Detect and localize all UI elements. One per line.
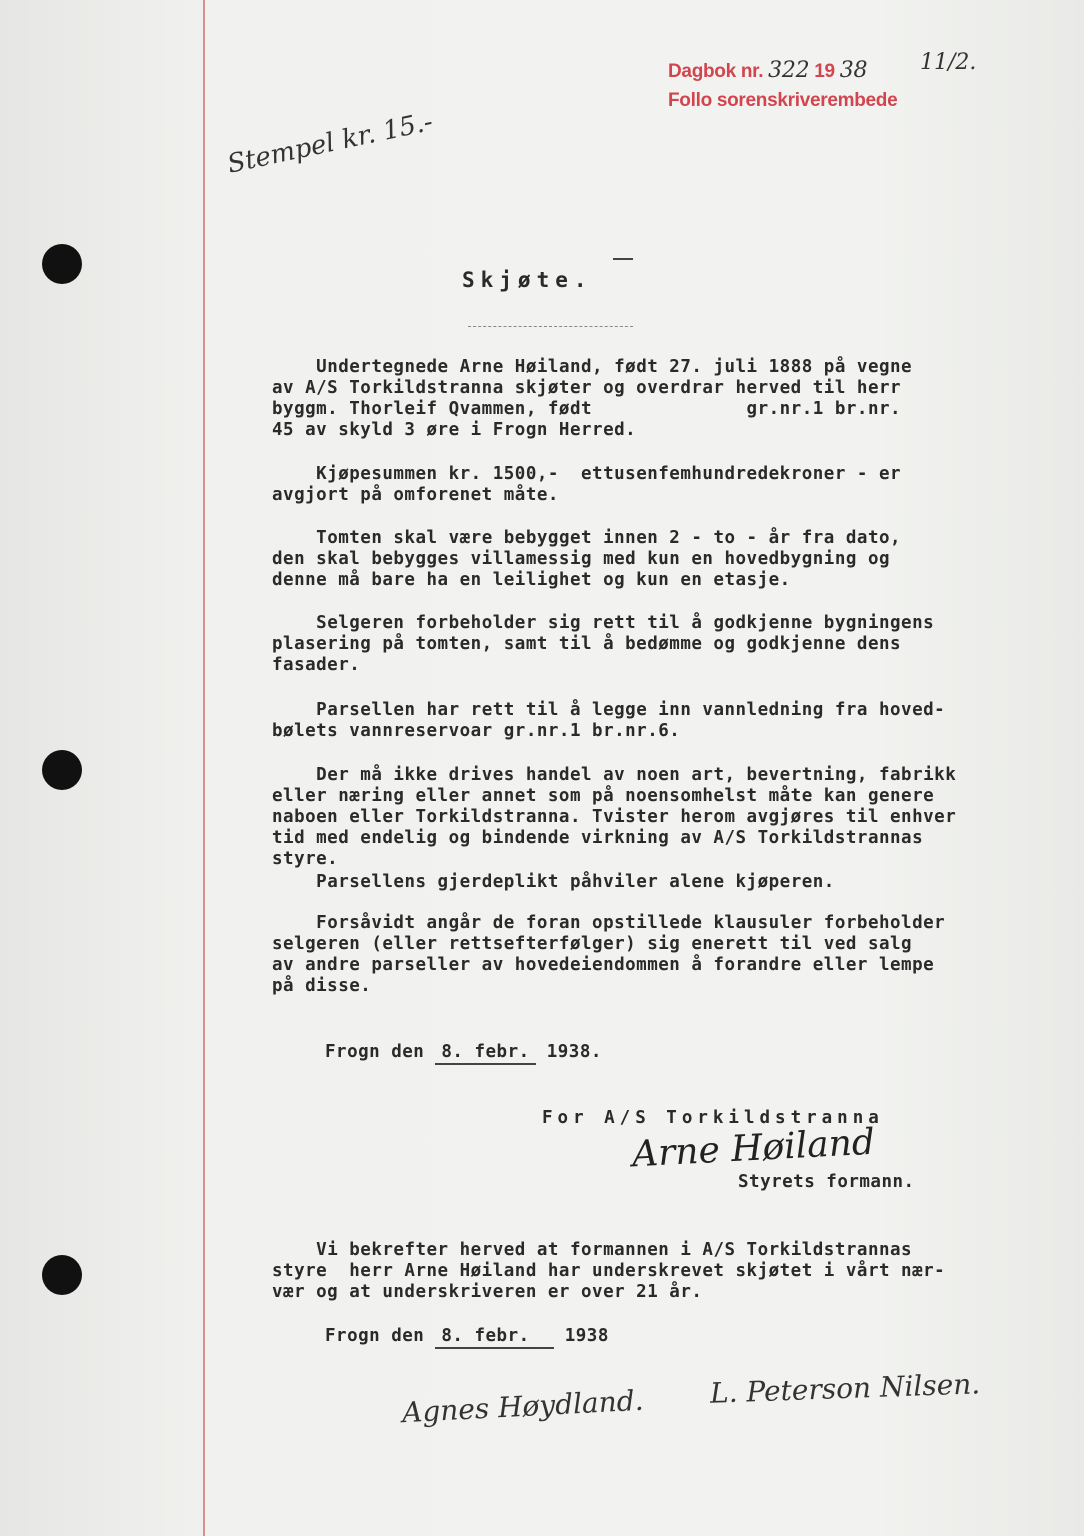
- document-title: Skjøte.: [462, 268, 593, 292]
- paragraph-4: [272, 613, 934, 676]
- date-line-2: [325, 1326, 609, 1349]
- p3-line-2: den skal bebygges villamessig med kun en hovedbygning og: [272, 549, 891, 569]
- p5-line-1: Parsellen har rett til å legge inn vannledning fra hoved-: [316, 700, 946, 720]
- title-underline: [468, 326, 633, 327]
- date-line-1: [325, 1042, 602, 1065]
- p4-line-1: Selgeren forbeholder sig rett til å godkjenne bygningens: [316, 613, 935, 633]
- signer-title: Styrets formann.: [738, 1172, 915, 1192]
- heading-accent: [613, 258, 633, 260]
- date1-date: 8. febr.: [435, 1042, 535, 1065]
- p4-line-3: fasader.: [272, 655, 361, 675]
- p1-line-4: 45 av skyld 3 øre i Frogn Herred.: [272, 420, 637, 440]
- p3-line-1: Tomten skal være bebygget innen 2 - to - år fra dato,: [316, 528, 902, 548]
- witness-signature-1: Agnes Høydland.: [401, 1383, 645, 1430]
- stamp-year-prefix: 19: [814, 61, 835, 82]
- punch-hole-middle: [42, 750, 82, 790]
- stamp-date-note: 11/2.: [920, 50, 977, 75]
- date2-date: 8. febr.: [435, 1326, 553, 1349]
- p5-line-2: bølets vannreservoar gr.nr.1 br.nr.6.: [272, 721, 681, 741]
- punch-hole-bottom: [42, 1255, 82, 1295]
- p6-line-3: naboen eller Torkildstranna. Tvister herom avgjøres til enhver: [272, 807, 957, 827]
- p1-line-2: av A/S Torkildstranna skjøter og overdrar herved til herr: [272, 378, 902, 398]
- stamp-line-1: [668, 58, 867, 83]
- paragraph-5: [272, 700, 945, 742]
- company-line: For A/S Torkildstranna: [542, 1108, 884, 1128]
- p8-line-4: på disse.: [272, 976, 372, 996]
- signature-chairman: Arne Høiland: [631, 1121, 876, 1176]
- p1-line-1: Undertegnede Arne Høiland, født 27. juli 1888 på vegne: [316, 357, 913, 377]
- p1-line-3: byggm. Thorleif Qvammen, født gr.nr.1 br.nr.: [272, 399, 902, 419]
- p6-line-2: eller næring eller annet som på noensomhelst måte kan genere: [272, 786, 935, 806]
- p4-line-2: plasering på tomten, samt til å bedømme og godkjenne dens: [272, 634, 902, 654]
- p8-line-2: selgeren (eller rettsefterfølger) sig enerett til ved salg: [272, 934, 913, 954]
- paragraph-8: [272, 913, 945, 997]
- witness-line-1: Vi bekrefter herved at formannen i A/S Torkildstrannas: [316, 1240, 913, 1260]
- stamp-office: Follo sorenskriverembede: [668, 90, 898, 111]
- witness-signature-2: L. Peterson Nilsen.: [709, 1367, 981, 1410]
- stamp-prefix: Dagbok nr.: [668, 61, 764, 82]
- paragraph-7: [272, 872, 835, 893]
- date2-place: Frogn den: [325, 1326, 425, 1346]
- date1-place: Frogn den: [325, 1042, 425, 1062]
- margin-line: [203, 0, 205, 1536]
- p3-line-3: denne må bare ha en leilighet og kun en etasje.: [272, 570, 791, 590]
- paragraph-3: [272, 528, 901, 591]
- paragraph-2: [272, 464, 901, 506]
- date1-year: 1938.: [546, 1042, 602, 1062]
- stamp-number: 322: [768, 58, 810, 83]
- witness-line-2: styre herr Arne Høiland har underskrevet skjøtet i vårt nær-: [272, 1261, 946, 1281]
- p6-line-5: styre.: [272, 849, 339, 869]
- p2-line-2: avgjort på omforenet måte.: [272, 485, 559, 505]
- fee-note: Stempel kr. 15.-: [224, 106, 436, 180]
- paragraph-6: [272, 765, 956, 870]
- p8-line-1: Forsåvidt angår de foran opstillede klausuler forbeholder: [316, 913, 946, 933]
- p8-line-3: av andre parseller av hovedeiendommen å forandre eller lempe: [272, 955, 935, 975]
- paragraph-1: [272, 357, 912, 441]
- punch-hole-top: [42, 244, 82, 284]
- p6-line-1: Der må ikke drives handel av noen art, bevertning, fabrikk: [316, 765, 957, 785]
- p7-line-1: Parsellens gjerdeplikt påhviler alene kjøperen.: [316, 872, 835, 892]
- date2-year: 1938: [564, 1326, 609, 1346]
- witness-line-3: vær og at underskriveren er over 21 år.: [272, 1282, 703, 1302]
- stamp-year-suffix: 38: [839, 58, 868, 83]
- p2-line-1: Kjøpesummen kr. 1500,- ettusenfemhundredekroner - er: [316, 464, 902, 484]
- witness-paragraph: [272, 1240, 945, 1303]
- p6-line-4: tid med endelig og bindende virkning av A/S Torkildstrannas: [272, 828, 924, 848]
